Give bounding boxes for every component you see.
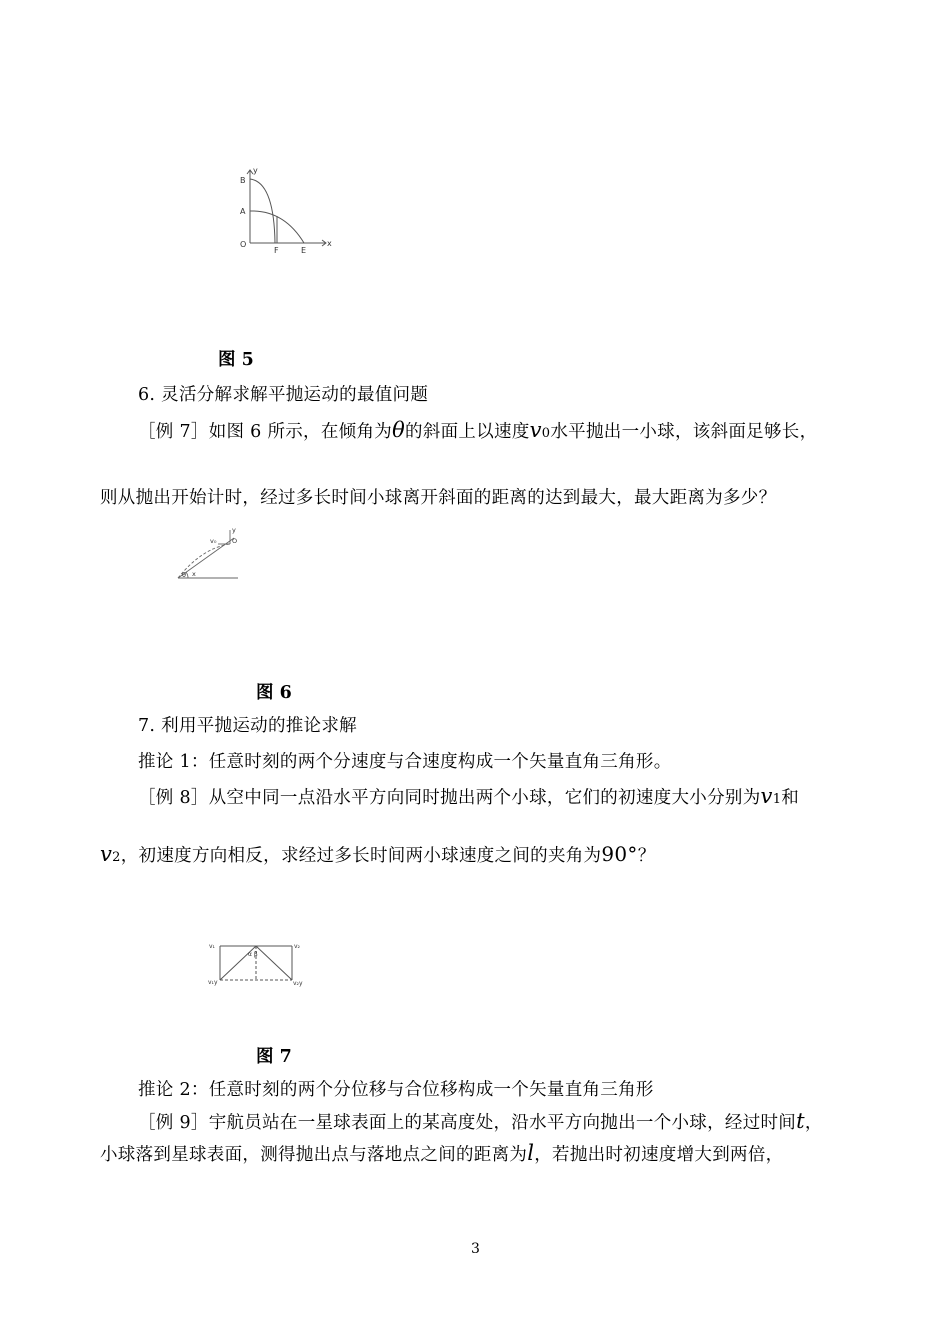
- fig5-label-y: y: [253, 166, 258, 175]
- example-8-line-1: ［例 8］从空中同一点沿水平方向同时抛出两个小球，它们的初速度大小分别为v1和: [138, 784, 800, 808]
- fig5-caption: 图 5: [218, 350, 254, 370]
- example-8-line-2: v2，初速度方向相反，求经过多长时间两小球速度之间的夹角为90°？: [100, 842, 656, 866]
- fig7-label-v2y: v₂y: [293, 980, 303, 987]
- page-number: 3: [471, 1241, 480, 1257]
- fig7-label-v2: v₂: [294, 943, 300, 950]
- t-symbol: t: [796, 1109, 805, 1133]
- figure-6: [172, 526, 244, 582]
- v1-symbol: v: [760, 784, 773, 808]
- fig7-caption: 图 7: [256, 1047, 292, 1067]
- section-7-heading: 7. 利用平抛运动的推论求解: [138, 716, 357, 736]
- v2-symbol: v: [100, 842, 113, 866]
- fig6-label-v0: v₀: [210, 537, 217, 545]
- example-7-tag: ［例 7］: [138, 422, 209, 442]
- fig6-label-y: y: [232, 526, 236, 534]
- fig5-label-x: x: [327, 239, 332, 248]
- example-9-line-1: ［例 9］宇航员站在一星球表面上的某高度处，沿水平方向抛出一个小球，经过时间t，: [138, 1109, 823, 1133]
- example-8-tag: ［例 8］: [138, 788, 209, 808]
- fig6-label-x: x: [192, 570, 196, 578]
- example-7-line-2: 则从抛出开始计时，经过多长时间小球离开斜面的距离的达到最大，最大距离为多少？: [100, 488, 777, 508]
- section-6-heading: 6. 灵活分解求解平抛运动的最值问题: [138, 385, 429, 405]
- corollary-1: 推论 1：任意时刻的两个分速度与合速度构成一个矢量直角三角形。: [138, 752, 672, 772]
- fig5-label-f: F: [274, 246, 279, 255]
- figure-7: [206, 940, 310, 990]
- l-symbol: l: [527, 1141, 535, 1165]
- v0-symbol: v: [529, 418, 542, 442]
- fig7-label-v1y: v₁y: [208, 979, 218, 986]
- fig5-label-o: O: [240, 240, 247, 249]
- example-7-line-1: ［例 7］如图 6 所示，在倾角为θ的斜面上以速度v0水平抛出一小球，该斜面足够长，: [138, 418, 818, 442]
- corollary-2: 推论 2：任意时刻的两个分位移与合位移构成一个矢量直角三角形: [138, 1080, 654, 1100]
- fig5-label-e: E: [301, 246, 307, 255]
- fig6-caption: 图 6: [256, 683, 292, 703]
- angle-value: 90: [601, 842, 628, 866]
- example-9-line-2: 小球落到星球表面，测得抛出点与落地点之间的距离为l，若抛出时初速度增大到两倍，: [100, 1141, 784, 1165]
- theta-symbol: θ: [392, 418, 406, 442]
- figure-5: [236, 164, 336, 256]
- fig7-label-angles: α β: [248, 951, 258, 958]
- fig5-label-b: B: [240, 176, 246, 185]
- fig6-label-o: O: [232, 537, 238, 545]
- example-9-tag: ［例 9］: [138, 1113, 209, 1133]
- fig7-label-v1: v₁: [209, 943, 215, 950]
- fig6-label-theta: θ: [182, 571, 186, 579]
- fig5-label-a: A: [240, 207, 246, 216]
